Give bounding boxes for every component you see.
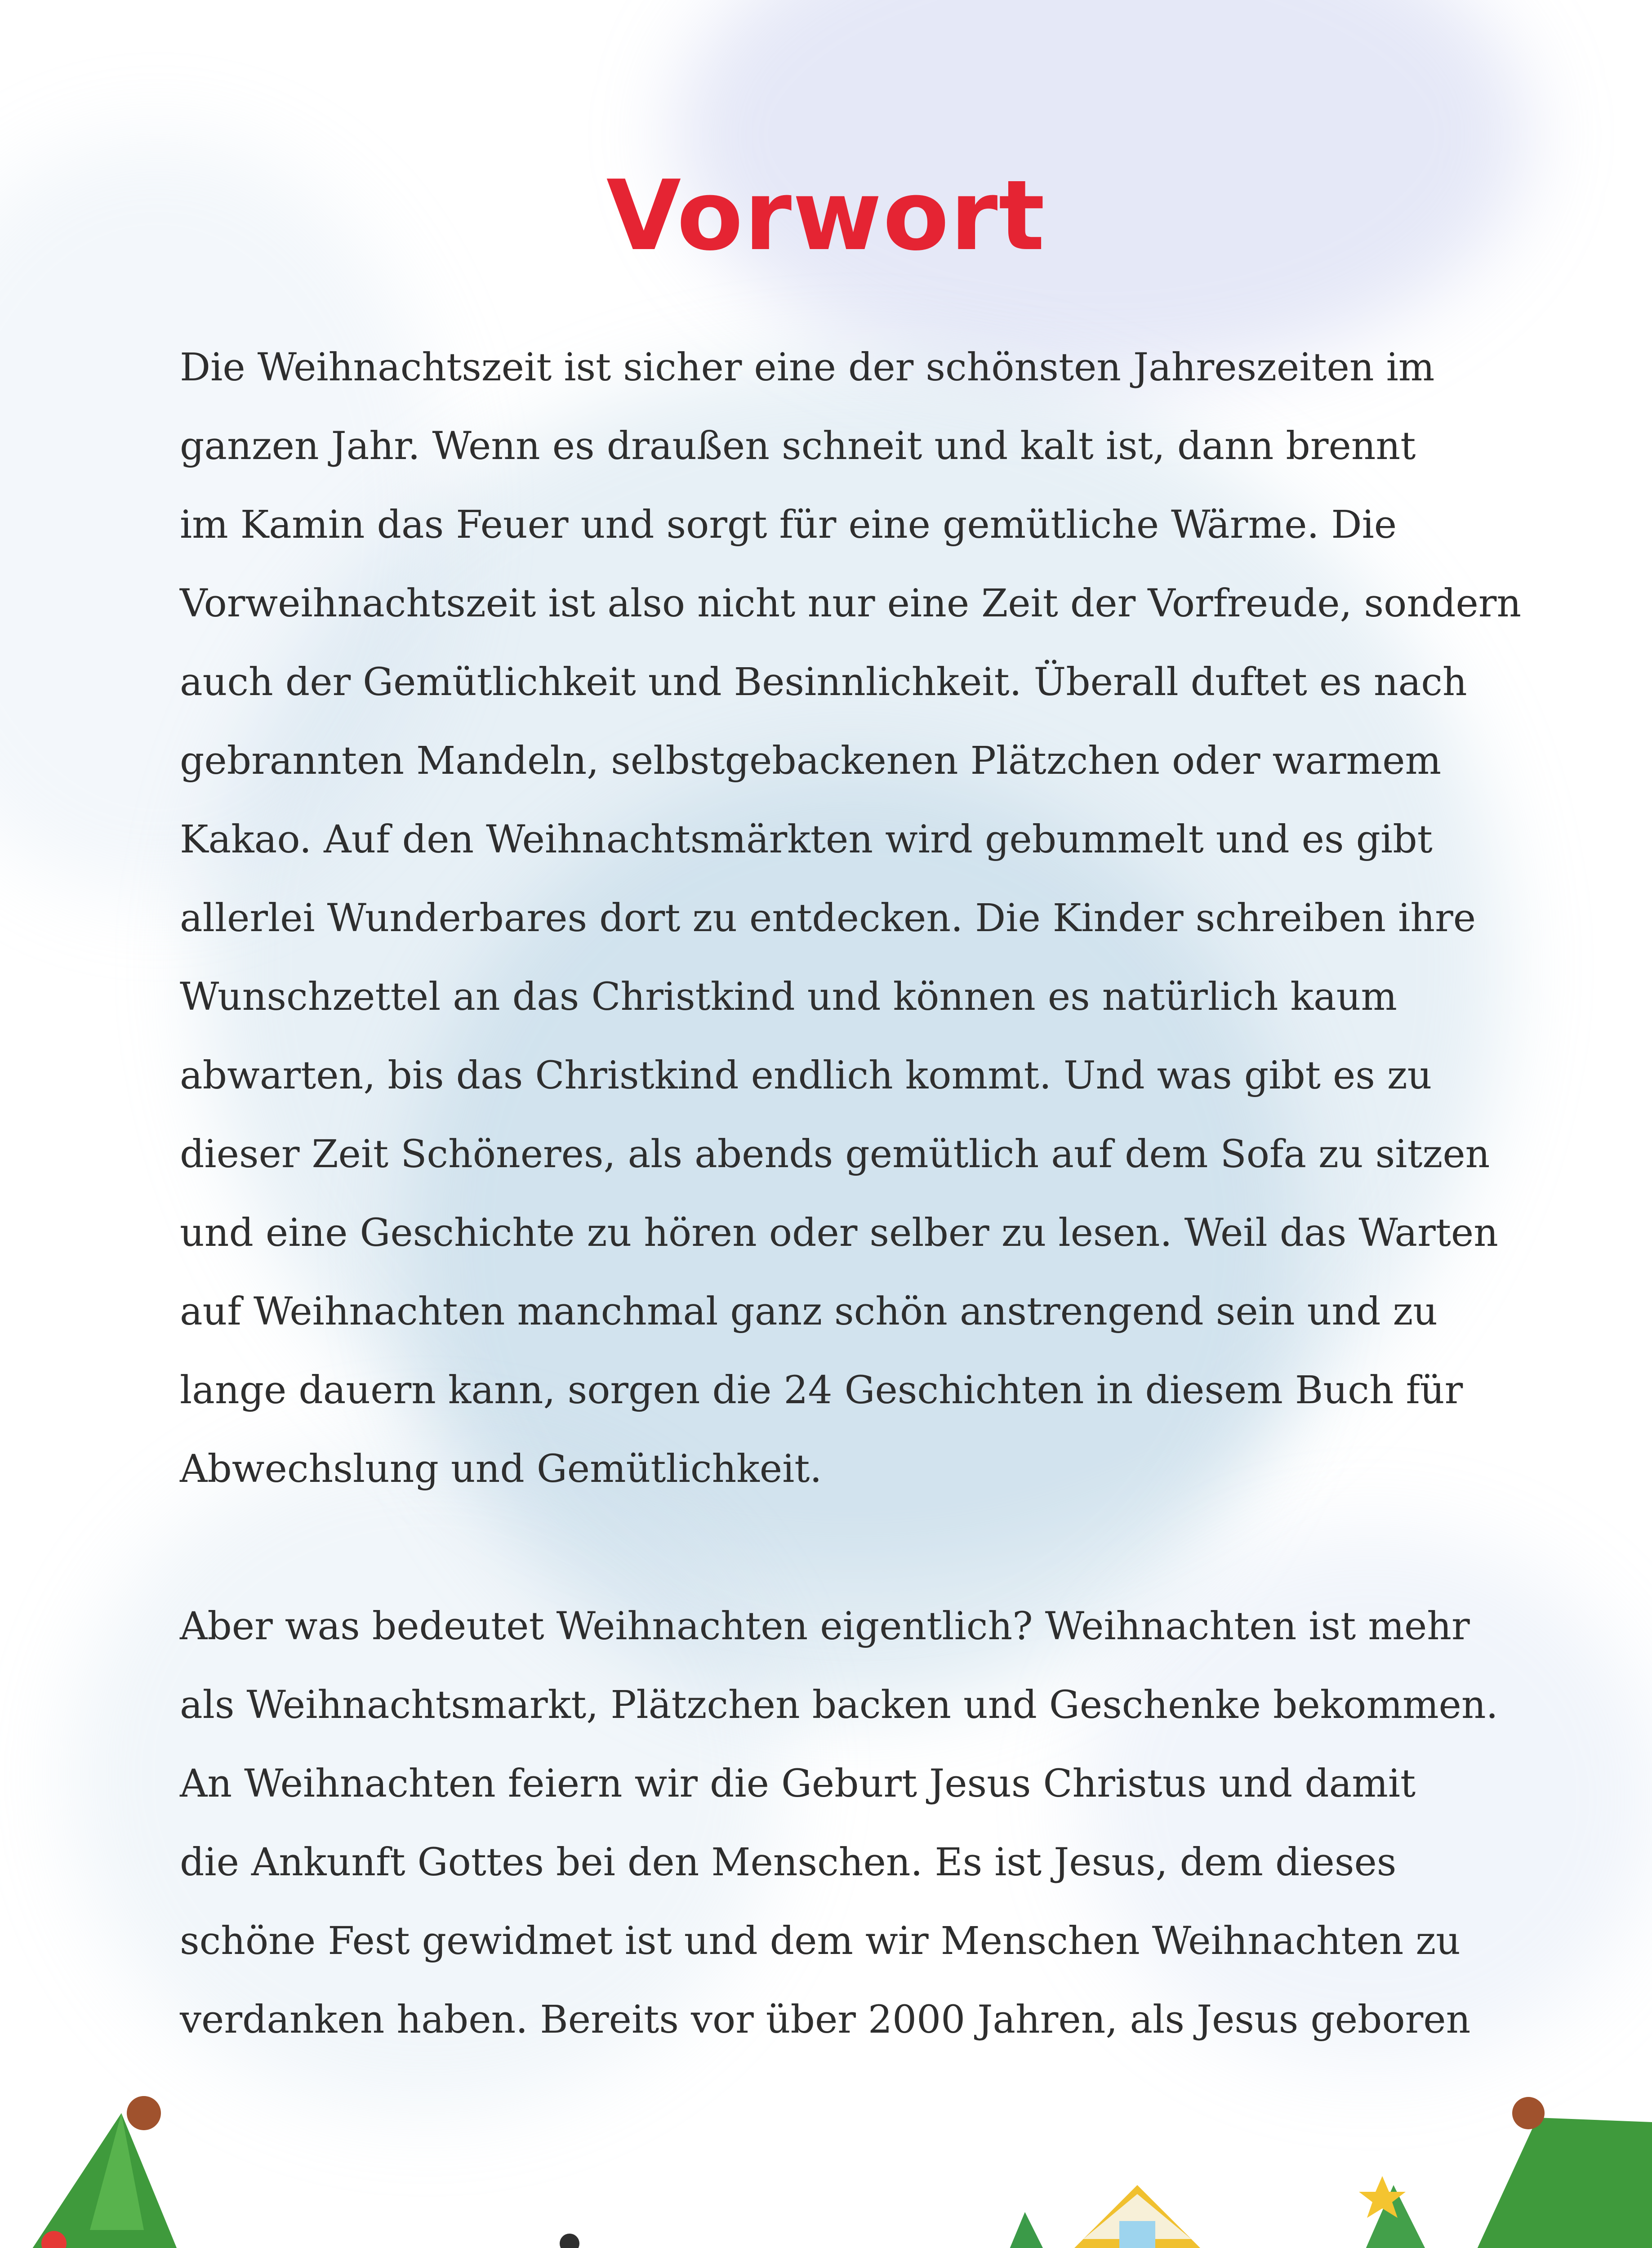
page-title: Vorwort — [606, 159, 1046, 272]
house-icon — [1029, 2185, 1245, 2248]
text-line: ganzen Jahr. Wenn es draußen schneit und kalt ist, dann brennt — [180, 424, 1416, 468]
christmas-tree-icon — [1429, 2097, 1652, 2248]
text-line: lange dauern kann, sorgen die 24 Geschichten in diesem Buch für — [180, 1368, 1463, 1413]
christmas-village-illustration — [0, 2095, 1652, 2248]
text-line: und eine Geschichte zu hören oder selber zu lesen. Weil das Warten — [180, 1211, 1498, 1255]
text-line: Vorweihnachtszeit ist also nicht nur eine Zeit der Vorfreude, sondern — [180, 581, 1522, 626]
paragraph-2 — [180, 1587, 1510, 2059]
text-line: dieser Zeit Schöneres, als abends gemütlich auf dem Sofa zu sitzen — [180, 1132, 1490, 1177]
christmas-tree-icon — [0, 2096, 234, 2248]
text-line: abwarten, bis das Christkind endlich kommt. Und was gibt es zu — [180, 1053, 1432, 1098]
paragraph-1 — [180, 328, 1522, 1508]
text-line: An Weihnachten feiern wir die Geburt Jesus Christus und damit — [180, 1762, 1416, 1806]
street-lamp-icon — [546, 2234, 593, 2248]
text-line: allerlei Wunderbares dort zu entdecken. Die Kinder schreiben ihre — [180, 896, 1476, 941]
text-line: auf Weihnachten manchmal ganz schön anstrengend sein und zu — [180, 1289, 1438, 1334]
christmas-tree-icon — [971, 2212, 1088, 2248]
text-line: Wunschzettel an das Christkind und können es natürlich kaum — [180, 975, 1398, 1019]
text-line: schöne Fest gewidmet ist und dem wir Menschen Weihnachten zu — [180, 1919, 1461, 1963]
text-line: Abwechslung und Gemütlichkeit. — [180, 1447, 822, 1491]
text-line: die Ankunft Gottes bei den Menschen. Es ist Jesus, dem dieses — [180, 1840, 1397, 1885]
text-line: Die Weihnachtszeit ist sicher eine der schönsten Jahreszeiten im — [180, 345, 1435, 390]
christmas-tree-icon — [1317, 2176, 1479, 2248]
text-line: im Kamin das Feuer und sorgt für eine gemütliche Wärme. Die — [180, 503, 1397, 547]
text-line: verdanken haben. Bereits vor über 2000 Jahren, als Jesus geboren — [180, 1998, 1471, 2042]
text-line: auch der Gemütlichkeit und Besinnlichkeit. Überall duftet es nach — [180, 660, 1467, 705]
text-line: Kakao. Auf den Weihnachtsmärkten wird gebummelt und es gibt — [180, 817, 1433, 862]
text-line: Aber was bedeutet Weihnachten eigentlich? Weihnachten ist mehr — [180, 1604, 1470, 1649]
text-line: gebrannten Mandeln, selbstgebackenen Plätzchen oder warmem — [180, 739, 1442, 783]
text-line: als Weihnachtsmarkt, Plätzchen backen und Geschenke bekommen. — [180, 1683, 1498, 1727]
